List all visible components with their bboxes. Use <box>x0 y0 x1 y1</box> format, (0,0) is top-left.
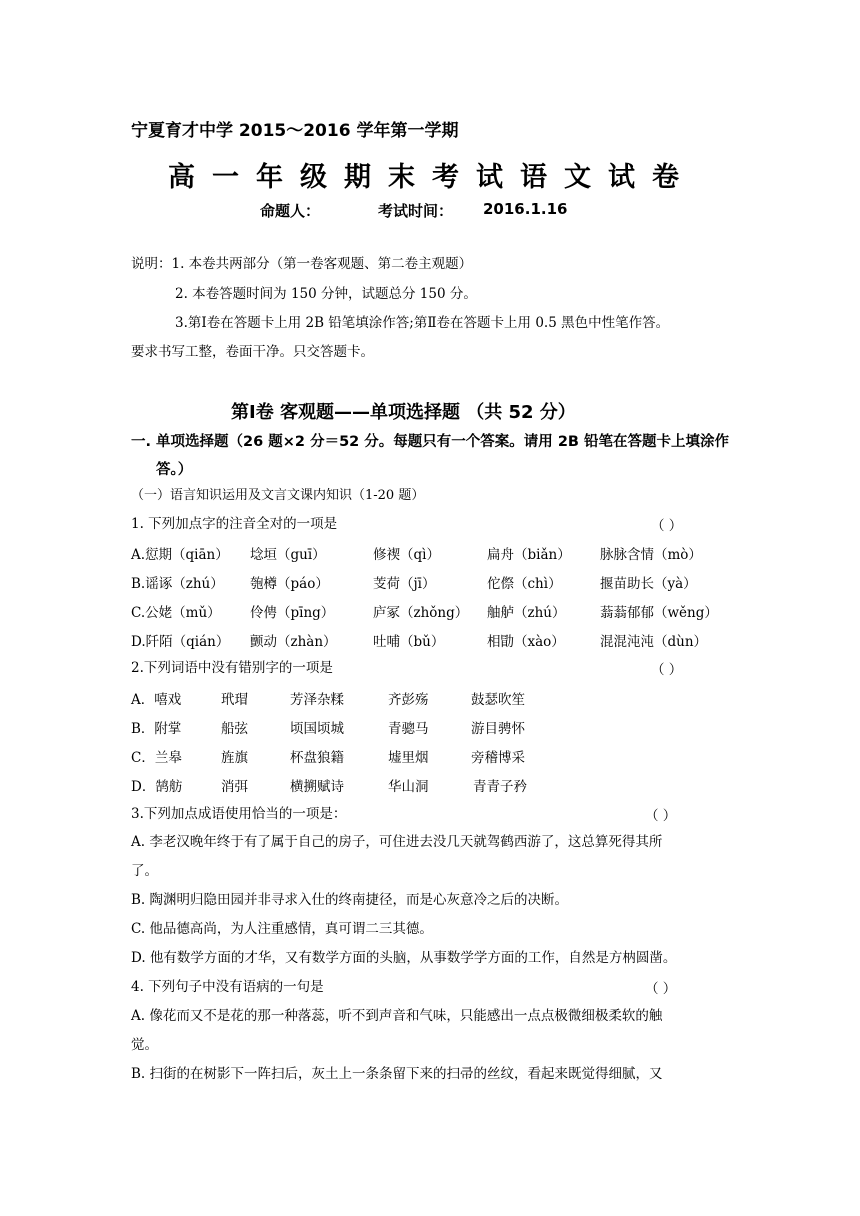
option-word: 混混沌沌（dùn） <box>600 634 708 650</box>
question-3-option-b: B. 陶渊明归隐田园并非寻求入仕的终南捷径，而是心灰意冷之后的决断。 <box>131 892 569 908</box>
note-line-4: 要求书写工整，卷面干净。只交答题卡。 <box>131 344 374 360</box>
question-3-answer-blank: （ ） <box>645 808 677 824</box>
option-word: 杯盘狼籍 <box>290 750 344 766</box>
option-word: 墟里烟 <box>388 750 429 766</box>
option-word: 消弭 <box>221 779 248 795</box>
question-2-stem: 2.下列词语中没有错别字的一项是 <box>131 660 333 676</box>
school-term-heading: 宁夏育才中学 2015～2016 学年第一学期 <box>131 121 459 141</box>
exam-time-label: 考试时间： <box>378 202 454 220</box>
question-4-option-a-cont: 觉。 <box>131 1037 158 1053</box>
option-word: 修禊（qì） <box>373 547 440 563</box>
question-2-answer-blank: （ ） <box>651 662 683 678</box>
option-word: 脉脉含情（mò） <box>600 547 702 563</box>
note-line-2: 2. 本卷答题时间为 150 分钟，试题总分 150 分。 <box>175 286 477 302</box>
question-4-option-b: B. 扫街的在树影下一阵扫后，灰土上一条条留下来的扫帚的丝纹，看起来既觉得细腻，又 <box>131 1066 663 1082</box>
option-word: 鼓瑟吹笙 <box>471 692 525 708</box>
option-word: 吐哺（bǔ） <box>373 634 445 650</box>
option-word: 颤动（zhàn） <box>250 634 337 650</box>
question-4-stem: 4. 下列句子中没有语病的一句是 <box>131 979 324 995</box>
option-word: 匏樽（páo） <box>250 576 329 592</box>
section-title: 第Ⅰ卷 客观题——单项选择题 （共 52 分） <box>231 402 576 423</box>
option-word: 庐冢（zhǒng） <box>373 605 469 621</box>
option-word: A．嘻戏 <box>131 692 182 708</box>
option-word: 芰荷（jī） <box>373 576 436 592</box>
sub-part-heading: （一）语言知识运用及文言文课内知识（1-20 题） <box>131 488 425 503</box>
option-word: 蓊蓊郁郁（wěng） <box>600 605 718 621</box>
option-word: 舳舻（zhú） <box>487 605 566 621</box>
option-word: 揠苗助长（yà） <box>600 576 697 592</box>
option-word: C.公姥（mǔ） <box>131 605 221 621</box>
note-line-1: 说明：1. 本卷共两部分（第一卷客观题、第二卷主观题） <box>131 256 473 272</box>
question-3-option-a-cont: 了。 <box>131 863 158 879</box>
note-line-3: 3.第Ⅰ卷在答题卡上用 2B 铅笔填涂作答;第Ⅱ卷在答题卡上用 0.5 黑色中性笔作答。 <box>175 315 670 331</box>
option-word: 游目骋怀 <box>471 721 525 737</box>
option-word: B．附掌 <box>131 721 182 737</box>
option-word: 华山洞 <box>388 779 429 795</box>
option-word: 旌旗 <box>221 750 248 766</box>
author-label: 命题人： <box>260 202 321 220</box>
option-word: 旁稽博采 <box>471 750 525 766</box>
option-word: 顷国顷城 <box>290 721 344 737</box>
question-3-stem: 3.下列加点成语使用恰当的一项是： <box>131 806 347 822</box>
exam-title: 高一年级期末考试语文试卷 <box>168 162 696 193</box>
question-4-answer-blank: （ ） <box>645 981 677 997</box>
question-1-answer-blank: （ ） <box>651 518 683 534</box>
part-one-instruction: 一. 单项选择题（26 题×2 分＝52 分。每题只有一个答案。请用 2B 铅笔在答题卡上填涂作 <box>131 434 730 450</box>
question-1-stem: 1. 下列加点字的注音全对的一项是 <box>131 516 338 532</box>
option-word: 相勖（xào） <box>487 634 565 650</box>
question-4-option-a: A. 像花而又不是花的那一种落蕊，听不到声音和气味，只能感出一点点极微细极柔软的触 <box>131 1008 663 1024</box>
option-word: 芳泽杂糅 <box>290 692 344 708</box>
option-word: 佗傺（chì） <box>487 576 562 592</box>
option-word: 扁舟（biǎn） <box>487 547 571 563</box>
question-3-option-d: D. 他有数学方面的才华，又有数学方面的头脑，从事数学学方面的工作，自然是方枘圆凿。 <box>131 950 677 966</box>
option-word: 青骢马 <box>388 721 429 737</box>
option-word: 齐彭殇 <box>388 692 429 708</box>
option-word: A.愆期（qiān） <box>131 547 229 563</box>
option-word: D.阡陌（qián） <box>131 634 230 650</box>
option-word: D．鹄舫 <box>131 779 183 795</box>
option-word: 玳瑁 <box>221 692 248 708</box>
option-word: 青青子矜 <box>473 779 527 795</box>
question-3-option-c: C. 他品德高尚，为人注重感情，真可谓二三其德。 <box>131 921 433 937</box>
option-word: B.谣诼（zhú） <box>131 576 224 592</box>
option-word: 伶俜（pīng） <box>250 605 335 621</box>
option-word: 横搠赋诗 <box>290 779 344 795</box>
part-one-instruction-cont: 答。） <box>156 462 193 478</box>
option-word: C．兰皋 <box>131 750 182 766</box>
option-word: 埝垣（guī） <box>250 547 326 563</box>
question-3-option-a: A. 李老汉晚年终于有了属于自己的房子，可住进去没几天就驾鹤西游了，这总算死得其所 <box>131 834 663 850</box>
exam-date: 2016.1.16 <box>483 200 568 218</box>
option-word: 船弦 <box>221 721 248 737</box>
